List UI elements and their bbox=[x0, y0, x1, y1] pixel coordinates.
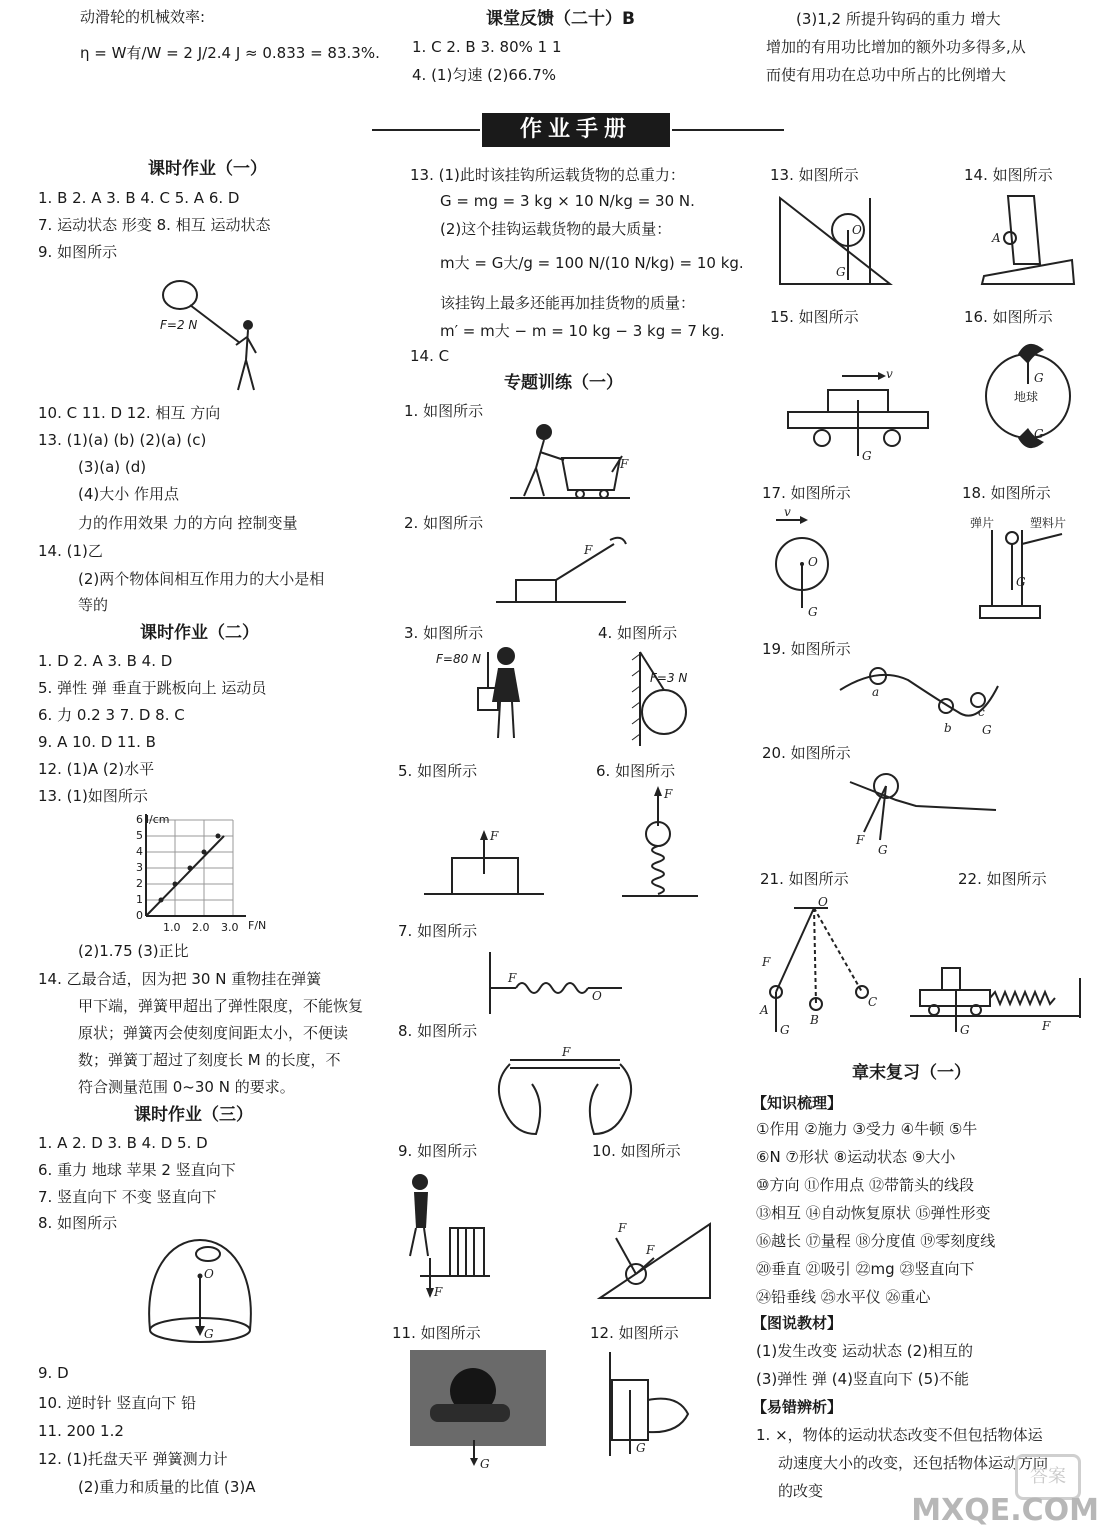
figure-ball-velocity bbox=[768, 505, 858, 619]
figure-caption: 7. 如图所示 bbox=[398, 922, 478, 940]
answer-line: 符合测量范围 0~30 N 的要求。 bbox=[78, 1078, 295, 1096]
figure-climber bbox=[400, 1168, 500, 1302]
answer-line: 10. 逆时针 竖直向下 铅 bbox=[38, 1394, 197, 1412]
answer-line: 1. ×，物体的运动状态改变不但包括物体运 bbox=[756, 1426, 1043, 1444]
figure-lamp-stand bbox=[978, 190, 1078, 290]
svg-text:G: G bbox=[1034, 371, 1044, 385]
figure-caption: 15. 如图所示 bbox=[770, 308, 859, 326]
figure-caption: 5. 如图所示 bbox=[398, 762, 478, 780]
section-tag: 【知识梳理】 bbox=[752, 1094, 843, 1112]
answer-line: 1. B 2. A 3. B 4. C 5. A 6. D bbox=[38, 189, 240, 207]
graph-xtick: 1.0 bbox=[163, 921, 181, 934]
answer-line: ⑳垂直 ㉑吸引 ㉒mg ㉓竖直向下 bbox=[756, 1260, 975, 1278]
graph-y-label: l/cm bbox=[146, 813, 170, 826]
svg-text:F: F bbox=[434, 1285, 443, 1299]
label-elastic-piece: 弹片 bbox=[970, 516, 995, 530]
feedback-line-1: 1. C 2. B 3. 80% 1 1 bbox=[412, 38, 562, 56]
svg-text:A: A bbox=[760, 1003, 769, 1017]
graph-xtick: 2.0 bbox=[192, 921, 210, 934]
figure-pendulum bbox=[758, 896, 888, 1036]
top-right-1: (3)1,2 所提升钩码的重力 增大 bbox=[796, 10, 1001, 28]
svg-text:G: G bbox=[862, 449, 872, 463]
figure-caption: 17. 如图所示 bbox=[762, 484, 851, 502]
figure-cart-spring bbox=[906, 960, 1086, 1036]
svg-text:G: G bbox=[836, 265, 846, 279]
answer-line: 7. 运动状态 形变 8. 相互 运动状态 bbox=[38, 216, 271, 234]
answer-line: 9. D bbox=[38, 1364, 69, 1382]
figure-photo-rock bbox=[410, 1350, 546, 1446]
figure-caption: 1. 如图所示 bbox=[404, 402, 484, 420]
graph-ytick: 2 bbox=[136, 877, 143, 890]
figure-cart bbox=[500, 418, 640, 500]
answer-line: 1. D 2. A 3. B 4. D bbox=[38, 652, 173, 670]
graph-ytick: 5 bbox=[136, 829, 143, 842]
answer-line: (3)弹性 弹 (4)竖直向下 (5)不能 bbox=[756, 1370, 970, 1388]
figure-caption: 4. 如图所示 bbox=[598, 624, 678, 642]
answer-line: 的改变 bbox=[778, 1482, 824, 1500]
graph-ytick: 6 bbox=[136, 813, 143, 826]
answer-line: 力的作用效果 力的方向 控制变量 bbox=[78, 514, 298, 532]
svg-text:G: G bbox=[1016, 575, 1026, 589]
heading-special-training: 专题训练（一） bbox=[504, 373, 623, 393]
graph-ytick: 0 bbox=[136, 909, 143, 922]
graph-x-label: F/N bbox=[248, 919, 267, 932]
answer-line: (4)大小 作用点 bbox=[78, 485, 180, 503]
svg-text:v: v bbox=[784, 505, 791, 519]
svg-text:O: O bbox=[204, 1267, 214, 1281]
figure-pull-box bbox=[486, 530, 636, 610]
svg-text:C: C bbox=[868, 995, 878, 1009]
answer-line: 13. (1)此时该挂钩所运载货物的总重力： bbox=[410, 166, 685, 184]
answer-line: 13. (1)如图所示 bbox=[38, 787, 148, 805]
answer-line: ⑥N ⑦形状 ⑧运动状态 ⑨大小 bbox=[756, 1148, 956, 1166]
answer-line: 10. C 11. D 12. 相互 方向 bbox=[38, 404, 221, 422]
figure-force-label: F=3 N bbox=[650, 671, 688, 685]
heading-homework-3: 课时作业（三） bbox=[134, 1105, 253, 1125]
svg-text:B: B bbox=[810, 1013, 819, 1027]
svg-text:F: F bbox=[856, 833, 865, 847]
watermark-seal: 答案 bbox=[1015, 1454, 1081, 1500]
answer-line: 6. 重力 地球 苹果 2 竖直向下 bbox=[38, 1161, 236, 1179]
label-plastic-piece: 塑料片 bbox=[1030, 516, 1067, 530]
answer-line: (2)重力和质量的比值 (3)A bbox=[78, 1478, 256, 1496]
top-right-2: 增加的有用功比增加的额外功多得多,从 bbox=[766, 38, 1026, 56]
answer-line: 5. 弹性 弹 垂直于跳板向上 运动员 bbox=[38, 679, 267, 697]
svg-text:G: G bbox=[982, 723, 992, 737]
answer-line: 1. A 2. D 3. B 4. D 5. D bbox=[38, 1134, 208, 1152]
figure-hand-wall-book bbox=[598, 1350, 718, 1460]
top-formula: η = W有/W = 2 J/2.4 J ≈ 0.833 = 83.3%. bbox=[80, 44, 380, 62]
answer-line: 等的 bbox=[78, 596, 109, 614]
answer-line: G = mg = 3 kg × 10 N/kg = 30 N. bbox=[440, 192, 695, 210]
answer-line: ㉔铅垂线 ㉕水平仪 ㉖重心 bbox=[756, 1288, 931, 1306]
figure-caption: 12. 如图所示 bbox=[590, 1324, 679, 1342]
figure-incline-ball bbox=[596, 1204, 716, 1304]
svg-text:G: G bbox=[808, 605, 818, 619]
svg-text:O: O bbox=[592, 989, 602, 1003]
answer-line: 13. (1)(a) (b) (2)(a) (c) bbox=[38, 431, 207, 449]
figure-caption: 6. 如图所示 bbox=[596, 762, 676, 780]
figure-dome bbox=[140, 1232, 260, 1357]
answer-line: 12. (1)托盘天平 弹簧测力计 bbox=[38, 1450, 228, 1468]
figure-box-ground bbox=[420, 828, 550, 900]
figure-wave-track bbox=[838, 660, 1008, 740]
heading-homework-1: 课时作业（一） bbox=[148, 159, 267, 179]
svg-text:F: F bbox=[584, 543, 593, 557]
answer-line: 动速度大小的改变，还包括物体运动方向 bbox=[778, 1454, 1049, 1472]
figure-caption: 18. 如图所示 bbox=[962, 484, 1051, 502]
figure-ball-wedge bbox=[778, 194, 898, 288]
svg-text:G: G bbox=[878, 843, 888, 857]
figure-caption: 8. 如图所示 bbox=[398, 1022, 478, 1040]
answer-line: 14. C bbox=[410, 347, 450, 365]
heading-homework-2: 课时作业（二） bbox=[140, 623, 259, 643]
answer-line: m′ = m大 − m = 10 kg − 3 kg = 7 kg. bbox=[440, 322, 725, 340]
answer-line: 8. 如图所示 bbox=[38, 1214, 118, 1232]
answer-line: (2)两个物体间相互作用力的大小是相 bbox=[78, 570, 325, 588]
answer-line: ⑯越长 ⑰量程 ⑱分度值 ⑲零刻度线 bbox=[756, 1232, 996, 1250]
top-line-1: 动滑轮的机械效率: bbox=[80, 8, 206, 26]
svg-text:v: v bbox=[886, 367, 893, 381]
svg-text:G: G bbox=[480, 1457, 490, 1471]
figure-hands-stretch bbox=[480, 1046, 650, 1146]
figure-gravity-arrow bbox=[464, 1440, 494, 1470]
svg-text:G: G bbox=[636, 1441, 646, 1455]
answer-line: 7. 竖直向下 不变 竖直向下 bbox=[38, 1188, 217, 1206]
figure-caption: 3. 如图所示 bbox=[404, 624, 484, 642]
answer-line: 该挂钩上最多还能再加挂货物的质量： bbox=[440, 294, 696, 312]
figure-caption: 16. 如图所示 bbox=[964, 308, 1053, 326]
section-tag: 【图说教材】 bbox=[752, 1314, 843, 1332]
svg-text:G: G bbox=[204, 1327, 214, 1341]
figure-force-label: F=80 N bbox=[436, 652, 482, 666]
figure-horizontal-spring bbox=[484, 948, 634, 1018]
graph-ytick: 4 bbox=[136, 845, 143, 858]
answer-line: (2)1.75 (3)正比 bbox=[78, 942, 189, 960]
svg-text:G: G bbox=[1034, 427, 1044, 441]
figure-cart-velocity bbox=[782, 366, 932, 462]
answer-line: (3)(a) (d) bbox=[78, 458, 147, 476]
svg-text:c: c bbox=[978, 705, 985, 719]
answer-line: (2)这个挂钩运载货物的最大质量： bbox=[440, 220, 672, 238]
top-right-3: 而使有用功在总功中所占的比例增大 bbox=[766, 66, 1007, 84]
svg-text:A: A bbox=[992, 231, 1001, 245]
figure-caption: 20. 如图所示 bbox=[762, 744, 851, 762]
answer-line: ⑩方向 ⑪作用点 ⑫带箭头的线段 bbox=[756, 1176, 974, 1194]
figure-caption: 2. 如图所示 bbox=[404, 514, 484, 532]
graph-ytick: 3 bbox=[136, 861, 143, 874]
figure-caption: 21. 如图所示 bbox=[760, 870, 849, 888]
graph-xtick: 3.0 bbox=[221, 921, 239, 934]
svg-text:O: O bbox=[818, 895, 828, 909]
svg-text:O: O bbox=[852, 223, 862, 237]
feedback-title: 课堂反馈（二十）B bbox=[486, 9, 635, 29]
svg-text:F: F bbox=[618, 1221, 627, 1235]
answer-line: ①作用 ②施力 ③受力 ④牛顿 ⑤牛 bbox=[756, 1120, 978, 1138]
answer-line: 12. (1)A (2)水平 bbox=[38, 760, 155, 778]
figure-caption: 10. 如图所示 bbox=[592, 1142, 681, 1160]
svg-text:F: F bbox=[490, 829, 499, 843]
answer-line: 6. 力 0.2 3 7. D 8. C bbox=[38, 706, 185, 724]
answer-line: 9. A 10. D 11. B bbox=[38, 733, 156, 751]
answer-line: 甲下端，弹簧甲超出了弹性限度，不能恢复 bbox=[78, 997, 364, 1015]
banner-rule-right bbox=[672, 129, 784, 131]
figure-caption: 13. 如图所示 bbox=[770, 166, 859, 184]
figure-ball-slope bbox=[846, 770, 1006, 860]
answer-line: m大 = G大/g = 100 N/(10 N/kg) = 10 kg. bbox=[440, 254, 744, 272]
answer-line: 9. 如图所示 bbox=[38, 243, 118, 261]
svg-text:F: F bbox=[646, 1243, 655, 1257]
figure-force-label: F=2 N bbox=[160, 318, 198, 332]
svg-text:O: O bbox=[808, 555, 818, 569]
svg-text:F: F bbox=[762, 955, 771, 969]
answer-line: (1)发生改变 运动状态 (2)相互的 bbox=[756, 1342, 974, 1360]
answer-line: 14. 乙最合适，因为把 30 N 重物挂在弹簧 bbox=[38, 970, 322, 988]
section-banner: 作业手册 bbox=[482, 113, 670, 147]
heading-chapter-review: 章末复习（一） bbox=[852, 1063, 971, 1083]
svg-text:G: G bbox=[780, 1023, 790, 1037]
feedback-line-2: 4. (1)匀速 (2)66.7% bbox=[412, 66, 556, 84]
answer-line: 数；弹簧丁超过了刻度长 M 的长度，不 bbox=[78, 1051, 341, 1069]
figure-caption: 14. 如图所示 bbox=[964, 166, 1053, 184]
figure-caption: 9. 如图所示 bbox=[398, 1142, 478, 1160]
answer-line: 14. (1)乙 bbox=[38, 542, 103, 560]
banner-rule-left bbox=[372, 129, 480, 131]
svg-text:b: b bbox=[944, 721, 952, 735]
figure-spring-ball bbox=[618, 786, 708, 904]
svg-text:G: G bbox=[960, 1023, 970, 1037]
answer-line: 11. 200 1.2 bbox=[38, 1422, 124, 1440]
svg-text:a: a bbox=[872, 685, 880, 699]
figure-caption: 19. 如图所示 bbox=[762, 640, 851, 658]
section-tag: 【易错辨析】 bbox=[752, 1398, 843, 1416]
earth-label: 地球 bbox=[1014, 390, 1039, 404]
answer-line: ⑬相互 ⑭自动恢复原状 ⑮弹性形变 bbox=[756, 1204, 991, 1222]
svg-text:F: F bbox=[664, 787, 673, 801]
watermark-text: MXQE.COM bbox=[911, 1493, 1099, 1528]
svg-text:F: F bbox=[508, 971, 517, 985]
figure-caption: 11. 如图所示 bbox=[392, 1324, 481, 1342]
answer-line: 原状；弹簧丙会使刻度间距太小，不便读 bbox=[78, 1024, 349, 1042]
svg-text:F: F bbox=[562, 1045, 571, 1059]
svg-text:F: F bbox=[620, 457, 629, 471]
figure-caption: 22. 如图所示 bbox=[958, 870, 1047, 888]
svg-text:F: F bbox=[1042, 1019, 1051, 1033]
graph-ytick: 1 bbox=[136, 893, 143, 906]
